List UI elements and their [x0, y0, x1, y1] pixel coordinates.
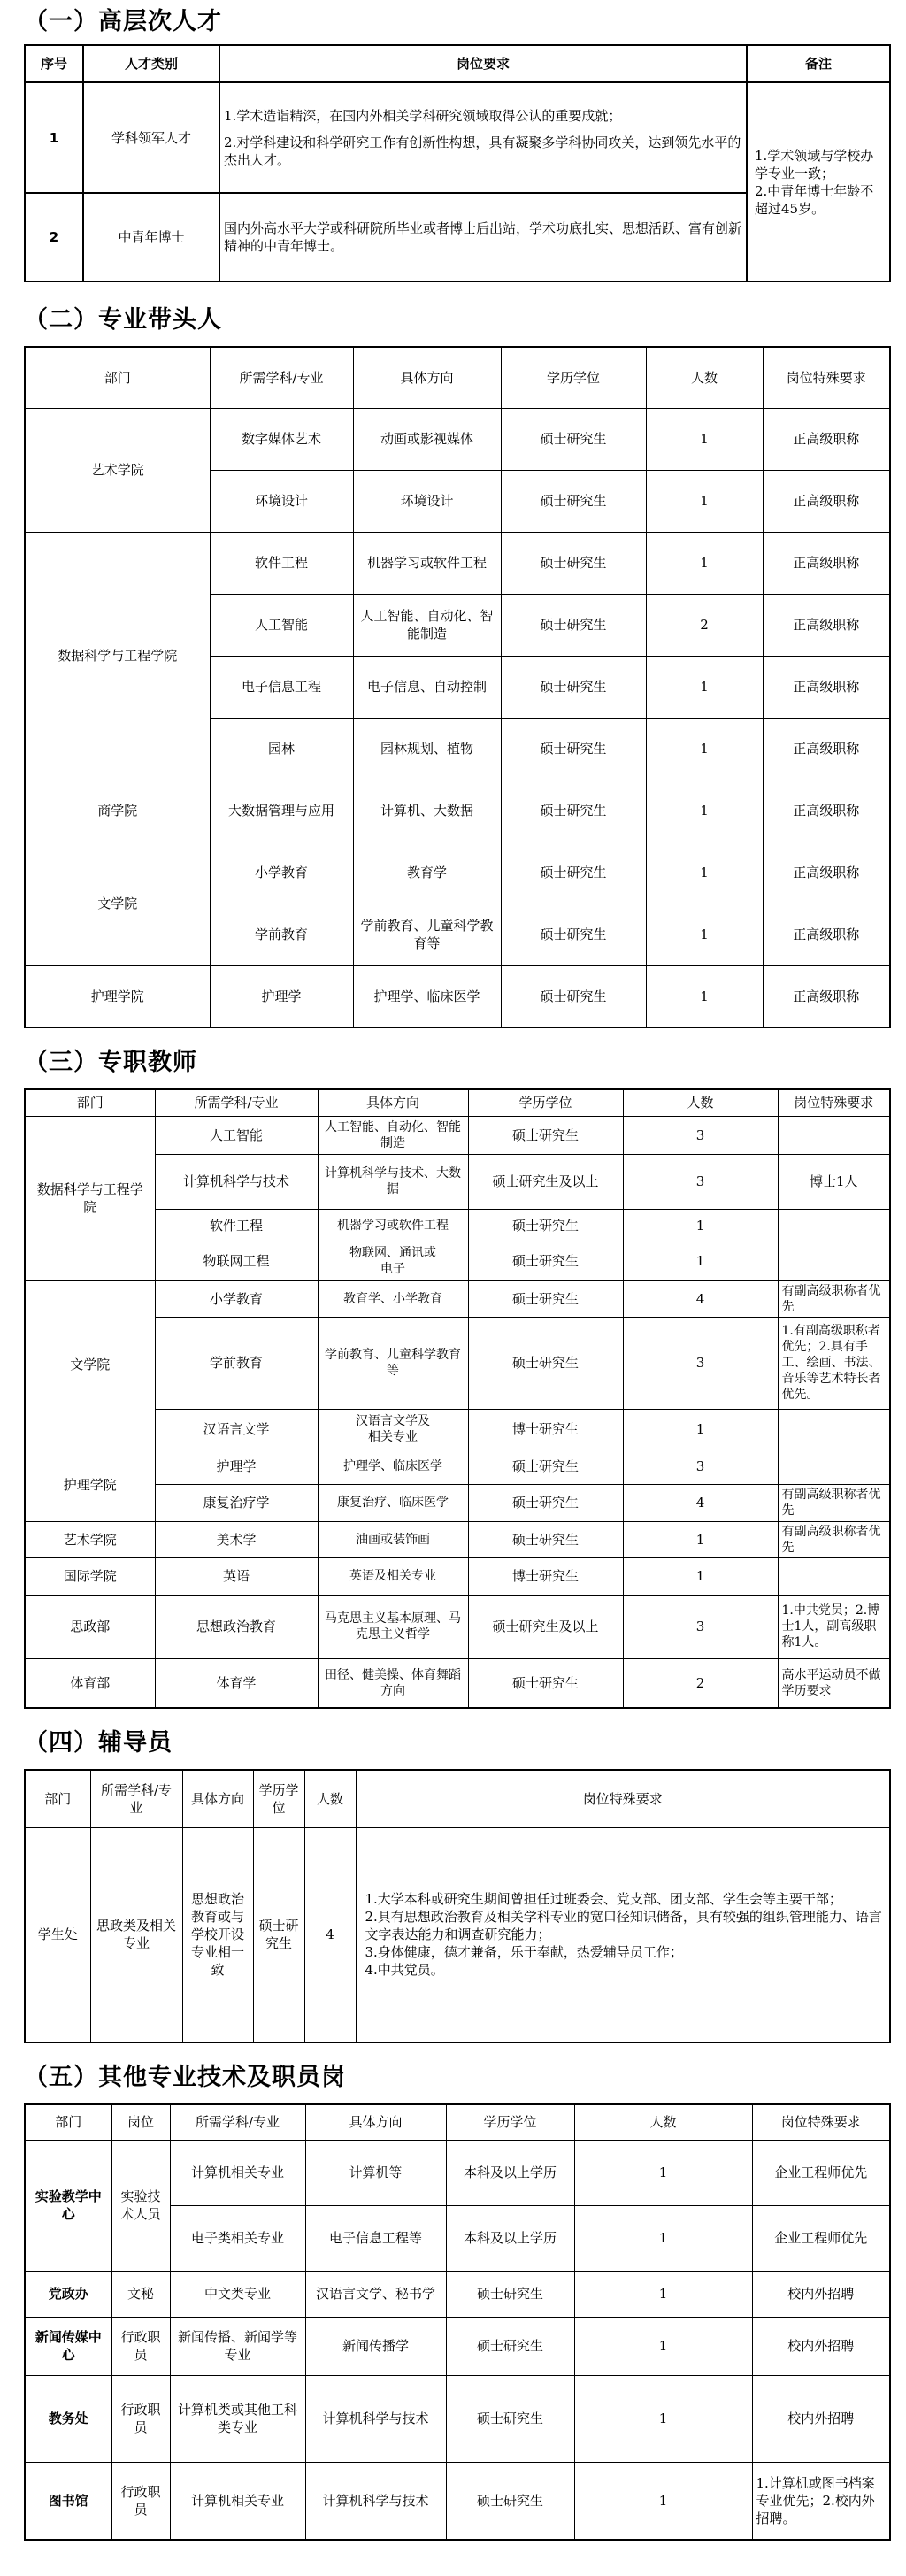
header-cell: 学历学位: [253, 1770, 304, 1827]
requirement-line: 3.身体健康，德才兼备，乐于奉献，热爱辅导员工作；: [365, 1944, 683, 1961]
header-cell: 序号: [25, 45, 83, 82]
department: 数据科学与工程学院: [25, 532, 210, 780]
subject: 学前教育: [155, 1317, 318, 1409]
subject: 汉语言文学: [155, 1409, 318, 1449]
count: 3: [623, 1116, 778, 1154]
talent-category: 中青年博士: [83, 193, 219, 281]
subject: 美术学: [155, 1521, 318, 1557]
special-requirement: 正高级职称: [763, 594, 890, 656]
count: 1: [646, 842, 763, 904]
direction: 马克思主义基本原理、马克思主义哲学: [318, 1595, 468, 1658]
special-requirement: 有副高级职称者优先: [778, 1280, 890, 1317]
post: 文秘: [111, 2271, 170, 2317]
degree: 硕士研究生: [446, 2375, 574, 2462]
department: 图书馆: [25, 2462, 111, 2540]
direction: 计算机科学与技术: [305, 2375, 446, 2462]
degree: 博士研究生: [468, 1409, 623, 1449]
section-4-table: [24, 1769, 891, 2043]
count: 1: [623, 1557, 778, 1595]
direction-label: 汉语言文学及相关专业: [356, 1413, 430, 1444]
count: 1: [574, 2271, 752, 2317]
subject: 计算机相关专业: [170, 2462, 305, 2540]
subject: 大数据管理与应用: [210, 780, 353, 842]
direction: 计算机等: [305, 2140, 446, 2205]
subject: 中文类专业: [170, 2271, 305, 2317]
department: 学生处: [25, 1827, 90, 2042]
degree: 硕士研究生: [468, 1658, 623, 1708]
count: 2: [646, 594, 763, 656]
header-cell: 人数: [623, 1089, 778, 1116]
degree: 硕士研究生: [501, 470, 646, 532]
subject: 电子类相关专业: [170, 2205, 305, 2271]
subject: 思政类及相关专业: [90, 1827, 182, 2042]
subject: 人工智能: [155, 1116, 318, 1154]
section-3-title: （三）专职教师: [24, 1049, 197, 1076]
direction: 教育学、小学教育: [318, 1280, 468, 1317]
count: 3: [623, 1154, 778, 1209]
header-cell: 岗位: [111, 2104, 170, 2140]
direction: 护理学、临床医学: [353, 965, 501, 1027]
direction: 环境设计: [353, 470, 501, 532]
direction: 田径、健美操、体育舞蹈方向: [318, 1658, 468, 1708]
department: 文学院: [25, 842, 210, 965]
department: 党政办: [25, 2271, 111, 2317]
special-requirement: 有副高级职称者优先: [778, 1484, 890, 1521]
header-cell: 人才类别: [83, 45, 219, 82]
requirement-line: 2.对学科建设和科学研究工作有创新性构想，具有凝聚多学科协同攻关，达到领先水平的杰出人才。: [224, 134, 741, 168]
direction: 计算机科学与技术、大数据: [318, 1154, 468, 1209]
special-requirement: 有副高级职称者优先: [778, 1521, 890, 1557]
direction: [318, 1409, 468, 1449]
special-requirement: 1.计算机或图书档案专业优先；2.校内外招聘。: [752, 2462, 890, 2540]
special-requirement: 校内外招聘: [752, 2375, 890, 2462]
post: 行政职员: [111, 2375, 170, 2462]
subject: 园林: [210, 718, 353, 780]
direction: 人工智能、自动化、智能制造: [353, 594, 501, 656]
department: 护理学院: [25, 965, 210, 1027]
direction: 汉语言文学、秘书学: [305, 2271, 446, 2317]
header-cell: 部门: [25, 1770, 90, 1827]
special-requirement: [356, 1827, 890, 2042]
count: 2: [623, 1658, 778, 1708]
direction: 人工智能、自动化、智能制造: [318, 1116, 468, 1154]
header-cell: 部门: [25, 2104, 111, 2140]
degree: 硕士研究生: [468, 1116, 623, 1154]
post: 实验技术人员: [111, 2140, 170, 2271]
subject: 新闻传播、新闻学等专业: [170, 2317, 305, 2375]
degree: 硕士研究生: [446, 2462, 574, 2540]
requirement-line: 2.具有思想政治教育及相关学科专业的宽口径知识储备，具有较强的组织管理能力、语言文字表达能力和调查研究能力；: [365, 1909, 882, 1943]
special-requirement: 博士1人: [778, 1154, 890, 1209]
count: 3: [623, 1595, 778, 1658]
department-label: 数据科学与工程学院: [36, 1181, 143, 1215]
count: 1: [623, 1242, 778, 1280]
special-requirement: 1.中共党员；2.博士1人，副高级职称1人。: [778, 1595, 890, 1658]
direction: 英语及相关专业: [318, 1557, 468, 1595]
note-cell: [747, 82, 890, 281]
special-requirement: [778, 1116, 890, 1154]
count: 1: [646, 656, 763, 718]
note-line: 2.中青年博士年龄不超过45岁。: [755, 182, 874, 217]
special-requirement: 正高级职称: [763, 842, 890, 904]
header-cell: 人数: [646, 347, 763, 408]
direction: 电子信息、自动控制: [353, 656, 501, 718]
note-line: 1.学术领域与学校办学专业一致；: [755, 147, 874, 181]
direction: 园林规划、植物: [353, 718, 501, 780]
department: 商学院: [25, 780, 210, 842]
department: 艺术学院: [25, 408, 210, 532]
count: 1: [574, 2375, 752, 2462]
special-requirement: 正高级职称: [763, 656, 890, 718]
degree: 硕士研究生: [501, 965, 646, 1027]
header-cell: 所需学科/专业: [210, 347, 353, 408]
header-cell: 所需学科/专业: [170, 2104, 305, 2140]
count: 1: [646, 470, 763, 532]
subject: 小学教育: [210, 842, 353, 904]
subject: 计算机科学与技术: [155, 1154, 318, 1209]
count: 1: [646, 408, 763, 470]
header-cell: 具体方向: [305, 2104, 446, 2140]
direction-label: 物联网、通讯或电子: [349, 1246, 436, 1276]
subject: 体育学: [155, 1658, 318, 1708]
direction: 动画或影视媒体: [353, 408, 501, 470]
header-cell: 部门: [25, 1089, 155, 1116]
count: 1: [646, 904, 763, 965]
section-4-title: （四）辅导员: [24, 1729, 173, 1757]
department: 艺术学院: [25, 1521, 155, 1557]
header-cell: 岗位要求: [219, 45, 747, 82]
requirement-line: 4.中共党员。: [365, 1962, 444, 1979]
header-cell: 人数: [574, 2104, 752, 2140]
count: 1: [623, 1209, 778, 1242]
degree: 硕士研究生: [468, 1521, 623, 1557]
count: 3: [623, 1317, 778, 1409]
special-requirement: 校内外招聘: [752, 2271, 890, 2317]
subject: 环境设计: [210, 470, 353, 532]
header-cell: 具体方向: [353, 347, 501, 408]
header-cell: 备注: [747, 45, 890, 82]
header-cell: 具体方向: [182, 1770, 253, 1827]
degree: 硕士研究生: [446, 2317, 574, 2375]
direction: 护理学、临床医学: [318, 1449, 468, 1484]
degree: 博士研究生: [468, 1557, 623, 1595]
count: 4: [304, 1827, 356, 2042]
department: 新闻传媒中心: [25, 2317, 111, 2375]
count: 1: [646, 965, 763, 1027]
section-1-table: [24, 44, 891, 282]
special-requirement: 正高级职称: [763, 904, 890, 965]
degree: 硕士研究生: [446, 2271, 574, 2317]
requirement-cell: [219, 82, 747, 193]
header-cell: 岗位特殊要求: [778, 1089, 890, 1116]
department: 体育部: [25, 1658, 155, 1708]
header-cell: 所需学科/专业: [155, 1089, 318, 1116]
direction: 康复治疗、临床医学: [318, 1484, 468, 1521]
special-requirement: [778, 1242, 890, 1280]
requirement-line: 1.大学本科或研究生期间曾担任过班委会、党支部、团支部、学生会等主要干部；: [365, 1891, 842, 1908]
direction: 计算机、大数据: [353, 780, 501, 842]
special-requirement: 正高级职称: [763, 965, 890, 1027]
requirement-line: 国内外高水平大学或科研院所毕业或者博士后出站，学术功底扎实、思想活跃、富有创新精神的中青年博士。: [224, 220, 742, 254]
subject: 数字媒体艺术: [210, 408, 353, 470]
count: 3: [623, 1449, 778, 1484]
count: 1: [646, 780, 763, 842]
subject: 人工智能: [210, 594, 353, 656]
special-requirement: 企业工程师优先: [752, 2205, 890, 2271]
direction: 油画或装饰画: [318, 1521, 468, 1557]
direction: 思想政治教育或与学校开设专业相一致: [182, 1827, 253, 2042]
header-cell: 岗位特殊要求: [752, 2104, 890, 2140]
count: 1: [574, 2140, 752, 2205]
subject: 护理学: [210, 965, 353, 1027]
direction: 学前教育、儿童科学教育等: [318, 1317, 468, 1409]
direction: [318, 1242, 468, 1280]
department: 思政部: [25, 1595, 155, 1658]
degree: 硕士研究生: [468, 1449, 623, 1484]
degree: 本科及以上学历: [446, 2140, 574, 2205]
special-requirement: 企业工程师优先: [752, 2140, 890, 2205]
special-requirement: 高水平运动员不做学历要求: [778, 1658, 890, 1708]
section-3-table: [24, 1088, 891, 1709]
degree: 硕士研究生: [501, 656, 646, 718]
header-cell: 岗位特殊要求: [356, 1770, 890, 1827]
degree: 硕士研究生及以上: [468, 1154, 623, 1209]
direction: 电子信息工程等: [305, 2205, 446, 2271]
subject: 思想政治教育: [155, 1595, 318, 1658]
department: 护理学院: [25, 1449, 155, 1521]
count: 4: [623, 1280, 778, 1317]
degree: 硕士研究生: [468, 1484, 623, 1521]
direction: 学前教育、儿童科学教育等: [353, 904, 501, 965]
count: 1: [574, 2317, 752, 2375]
direction: 教育学: [353, 842, 501, 904]
header-cell: 学历学位: [501, 347, 646, 408]
subject: 计算机类或其他工科类专业: [170, 2375, 305, 2462]
talent-category: 学科领军人才: [83, 82, 219, 193]
row-number: 1: [25, 82, 83, 193]
count: 1: [646, 718, 763, 780]
subject: 小学教育: [155, 1280, 318, 1317]
degree: 硕士研究生: [501, 408, 646, 470]
header-cell: 学历学位: [446, 2104, 574, 2140]
header-cell: 具体方向: [318, 1089, 468, 1116]
degree: 硕士研究生: [501, 532, 646, 594]
subject: 物联网工程: [155, 1242, 318, 1280]
count: 1: [574, 2205, 752, 2271]
direction: 计算机科学与技术: [305, 2462, 446, 2540]
subject: 护理学: [155, 1449, 318, 1484]
count: 1: [646, 532, 763, 594]
subject: 软件工程: [155, 1209, 318, 1242]
degree: 硕士研究生及以上: [468, 1595, 623, 1658]
direction: 机器学习或软件工程: [318, 1209, 468, 1242]
degree: 硕士研究生: [468, 1209, 623, 1242]
special-requirement: [778, 1449, 890, 1484]
degree: 硕士研究生: [501, 842, 646, 904]
special-requirement: [778, 1557, 890, 1595]
special-requirement: 校内外招聘: [752, 2317, 890, 2375]
subject: 电子信息工程: [210, 656, 353, 718]
header-cell: 岗位特殊要求: [763, 347, 890, 408]
subject: 学前教育: [210, 904, 353, 965]
degree: 硕士研究生: [501, 594, 646, 656]
section-2-table: [24, 346, 891, 1028]
subject: 英语: [155, 1557, 318, 1595]
degree: 硕士研究生: [501, 780, 646, 842]
special-requirement: 正高级职称: [763, 718, 890, 780]
requirement-cell: [219, 193, 747, 281]
special-requirement: 正高级职称: [763, 470, 890, 532]
degree: 硕士研究生: [501, 718, 646, 780]
special-requirement: [778, 1409, 890, 1449]
special-requirement: 正高级职称: [763, 408, 890, 470]
count: 1: [623, 1409, 778, 1449]
count: 1: [623, 1521, 778, 1557]
degree: 硕士研究生: [253, 1827, 304, 2042]
degree: 硕士研究生: [468, 1317, 623, 1409]
degree: 硕士研究生: [468, 1242, 623, 1280]
section-1-title: （一）高层次人才: [24, 8, 222, 35]
department: 教务处: [25, 2375, 111, 2462]
row-number: 2: [25, 193, 83, 281]
department: 实验教学中心: [25, 2140, 111, 2271]
requirement-line: 1.学术造诣精深，在国内外相关学科研究领域取得公认的重要成就；: [224, 107, 622, 124]
department: [25, 1116, 155, 1280]
special-requirement: 正高级职称: [763, 532, 890, 594]
degree: 本科及以上学历: [446, 2205, 574, 2271]
subject: 计算机相关专业: [170, 2140, 305, 2205]
header-cell: 学历学位: [468, 1089, 623, 1116]
department: 文学院: [25, 1280, 155, 1449]
count: 1: [574, 2462, 752, 2540]
post: 行政职员: [111, 2317, 170, 2375]
count: 4: [623, 1484, 778, 1521]
direction: 机器学习或软件工程: [353, 532, 501, 594]
degree: 硕士研究生: [468, 1280, 623, 1317]
header-cell: 所需学科/专业: [90, 1770, 182, 1827]
subject: 康复治疗学: [155, 1484, 318, 1521]
special-requirement: [778, 1209, 890, 1242]
special-requirement: 1.有副高级职称者优先；2.具有手工、绘画、书法、音乐等艺术特长者优先。: [778, 1317, 890, 1409]
department: 国际学院: [25, 1557, 155, 1595]
section-5-table: [24, 2103, 891, 2541]
post: 行政职员: [111, 2462, 170, 2540]
section-2-title: （二）专业带头人: [24, 306, 222, 334]
header-cell: 人数: [304, 1770, 356, 1827]
degree: 硕士研究生: [501, 904, 646, 965]
header-cell: 部门: [25, 347, 210, 408]
section-5-title: （五）其他专业技术及职员岗: [24, 2064, 346, 2091]
subject: 软件工程: [210, 532, 353, 594]
direction: 新闻传播学: [305, 2317, 446, 2375]
special-requirement: 正高级职称: [763, 780, 890, 842]
